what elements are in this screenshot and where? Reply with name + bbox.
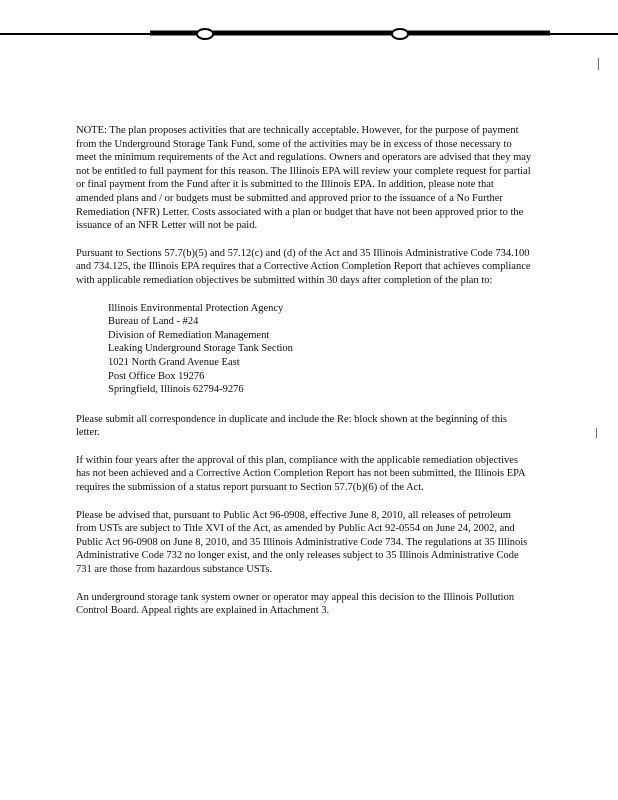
- four-years-paragraph: If within four years after the approval of this plan, compliance with the applicable remediation objectives has not been achieved and a Corrective Action Completion Report has not been submitted, the Illinois EPA requires the submission of a status report pursuant to Section 57.7(b)(6) of the Act.: [76, 454, 525, 494]
- address-line: Springfield, Illinois 62794-9276: [108, 384, 244, 396]
- address-line: 1021 North Grand Avenue East: [108, 356, 240, 368]
- address-line: Post Office Box 19276: [108, 370, 205, 382]
- duplicate-paragraph: Please submit all correspondence in duplicate and include the Re: block shown at the beginning of this letter.: [76, 413, 507, 439]
- scan-mark: [598, 58, 599, 70]
- header-rule: [0, 0, 618, 60]
- mailing-address: [108, 302, 532, 397]
- address-line: Division of Remediation Management: [108, 329, 270, 341]
- letter-body: [76, 124, 532, 632]
- note-paragraph: NOTE: The plan proposes activities that are technically acceptable. However, for the purpose of payment from the Underground Storage Tank Fund, some of the activities may be in excess of those necessary to meet the minimum requirements of the Act and regulations. Owners and operators are advised that they may not be entitled to full payment for this reason. The Illinois EPA will review your complete request for partial or final payment from the Fund after it is submitted to the Illinois EPA. In addition, please note that amended plans and / or budgets must be submitted and approved prior to the issuance of a No Further Remediation (NFR) Letter. Costs associated with a plan or budget that have not been approved prior to the issuance of an NFR Letter will not be paid.: [76, 125, 532, 232]
- appeal-paragraph: An underground storage tank system owner or operator may appeal this decision to the Illinois Pollution Control Board. Appeal rights are explained in Attachment 3.: [76, 591, 515, 617]
- address-line: Illinois Environmental Protection Agency: [108, 302, 284, 314]
- address-line: Bureau of Land - #24: [108, 316, 199, 328]
- rule-ornament-left: [197, 29, 213, 39]
- address-line: Leaking Underground Storage Tank Section: [108, 343, 293, 355]
- public-act-paragraph: Please be advised that, pursuant to Public Act 96-0908, effective June 8, 2010, all releases of petroleum from USTs are subject to Title XVI of the Act, as amended by Public Act 92-0554 on June 24, 2002, and Public Act 96-0908 on June 8, 2010, and 35 Illinois Administrative Code 734. The regulations at 35 Illinois Administrative Code 732 no longer exist, and the only releases subject to 35 Illinois Administrative Code 731 are those from hazardous substance USTs.: [76, 509, 528, 576]
- scan-mark: [596, 428, 597, 438]
- pursuant-paragraph: Pursuant to Sections 57.7(b)(5) and 57.12(c) and (d) of the Act and 35 Illinois Administrative Code 734.100 and 734.125, the Illinois EPA requires that a Corrective Action Completion Report that achieves compliance with applicable remediation objectives be submitted within 30 days after completion of the plan to:: [76, 247, 531, 286]
- rule-ornament-right: [392, 29, 408, 39]
